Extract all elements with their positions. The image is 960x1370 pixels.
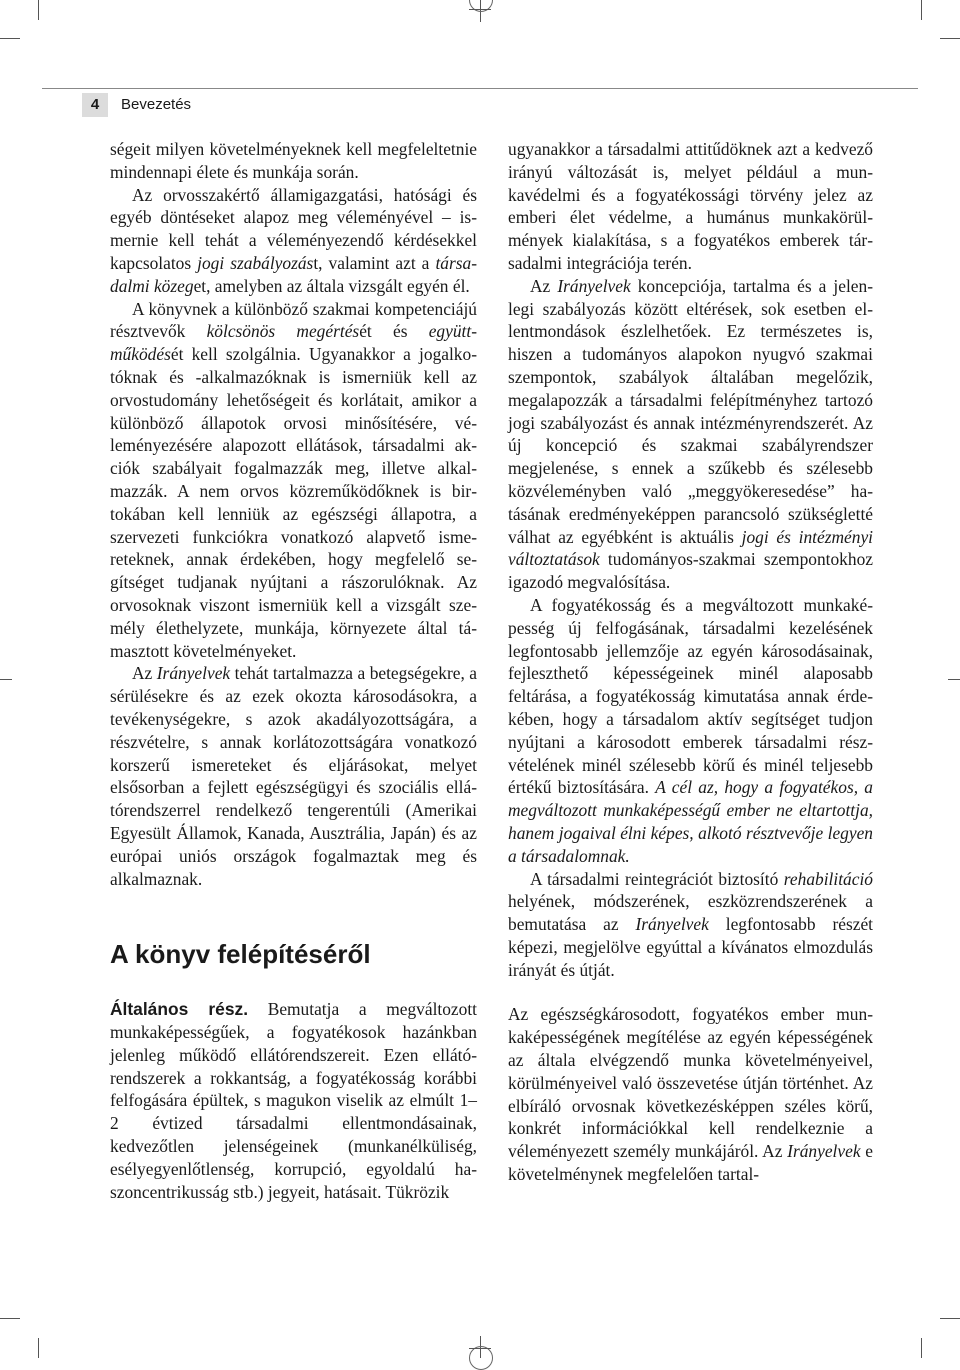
registration-mark [469, 9, 491, 10]
crop-mark [38, 0, 39, 20]
crop-mark [921, 0, 922, 20]
paragraph: Az orvosszakértő államigazgatási, hatósági és egyéb döntéseket alapoz meg véleményével – ismernie kell tehát a véleményezendő kérdésekkel kapcsolatos jogi szabályozást, valamint azt a társadalmi közeget, amelyben az általa vizsgált egyén él. [110, 184, 477, 296]
emphasis: Irányelvek [557, 275, 631, 296]
emphasis: jogi szabályozás [197, 252, 314, 273]
right-column [508, 138, 873, 1186]
left-column [110, 138, 477, 1203]
registration-mark [469, 0, 493, 12]
run-in-heading: Általános rész. [110, 999, 249, 1020]
emphasis: Irányelvek [787, 1141, 861, 1162]
emphasis: Irányelvek [635, 914, 709, 935]
header-rule [42, 88, 918, 89]
registration-mark [948, 679, 960, 680]
paragraph: Az Irányelvek tehát tartalmazza a betegségekre, a sérülésekre és az ezek okozta károsodásokra, a tevékenységekre, s azok akadályozottságára, a részvételre, s annak korlátozottságára vonatkozó korszerű ismereteket és eljárásokat, melyet elsősorban a fejlett egészségügyi és szociális ellátórendszerrel rendelkező tengerentúli (Amerikai Egyesült Államok, Kanada, Ausztrália, Japán) és az európai uniós országok fogalmaztak meg és alkalmaznak. [110, 663, 477, 889]
registration-mark [0, 679, 12, 680]
emphasis: rehabilitáció [783, 868, 873, 889]
emphasis: Irányelvek [156, 663, 231, 684]
registration-mark [469, 1346, 493, 1370]
crop-mark [0, 38, 20, 39]
emphasis: A cél az, hogy a fogyatékos, a megváltozott munkaképességű ember ne eltartottja, hanem jogaival élni képes, alkotó résztvevője legyen a társadalomnak. [508, 777, 873, 866]
running-title: Bevezetés [121, 96, 192, 113]
paragraph: Az egészségkárosodott, fogyatékos ember munkaképességének megítélése az egyén képességének az általa elvégzendő munka követelményeivel, körülményeivel való összevetése útján történhet. Az elbíráló orvosnak következésképpen széles körű, konkrét információkkal kell rendelkeznie a véleményezett személy munkájáról. Az Irányelvek e követelménynek megfelelően tartal- [508, 1004, 873, 1185]
crop-mark [0, 1318, 20, 1319]
paragraph: A társadalmi reintegrációt biztosító rehabilitáció helyének, módszerének, eszközrendszerének a bemutatása az Irányelvek legfontosabb részét képezi, megjelölve egyúttal a kívánatos elmozdulás irányát és útját. [508, 868, 874, 980]
paragraph: A fogyatékosság és a megváltozott munkaképesség új felfogásának, társadalmi kezelésének legfontosabb jellemzője az egyén károsodásainak, fejleszthető képességeinek minél alaposabb feltárása, a fogyatékosság kimutatása annak érdekében, hogy a társadalom aktív segítséget tudjon nyújtani a károsodott emberek társadalmi részvételének minél szélesebb körű és minél teljesebb értékű biztosítására. A cél az, hogy a fogyatékos, a megváltozott munkaképességű ember ne eltartottja, hanem jogaival élni képes, alkotó résztvevője legyen a társadalomnak. [508, 594, 873, 866]
section-heading: A könyv felépítéséről [110, 939, 371, 970]
paragraph: Az Irányelvek koncepciója, tartalma és a jelenlegi szabályozás között eltérések, sok esetben ellentmondások észlelhetőek. Ez természetes is, hiszen a tudományos alapokon nyugvó szakmai szempontok, szabályok általában megelőzik, megalapozzák a társadalmi felépítményhez tartozó jogi szabályozást és annak intézményrendszerét. Az új koncepció és szakmai szabályrendszer megjelenése, s ennek a szűkebb és szélesebb közvéleményben való „meggyökeresedése” hatásának eredményeképpen parancsoló szükségletté válhat az egyébként is aktuális jogi és intézményi változtatások tudományos-szakmai szempontokhoz igazodó megvalósítása. [508, 275, 873, 593]
emphasis: társadalmi közeg [110, 252, 477, 296]
crop-mark [940, 38, 960, 39]
emphasis: jogi és intézményi változtatások [508, 526, 873, 570]
emphasis: kölcsönös megértés [206, 321, 360, 342]
emphasis: együttműködés [110, 321, 477, 365]
paragraph: Általános rész. Bemutatja a megváltozott munkaképességűek, a fogyatékosok hazánkban jelenleg működő ellátórendszereit. Ezen ellátórendszerek a rokkantság, a fogyatékosság korábbi felfogására épültek, s magukon viselik az elmúlt 1–2 évtized társadalmi ellentmondásainak, kedvezőtlen jelenségeinek (munkanélküliség, esélyegyenlőtlenség, korrupció, egyoldalú haszoncentrikusság stb.) jegyeit, hatásait. Tükrözik [110, 999, 478, 1202]
crop-mark [921, 1338, 922, 1358]
crop-mark [38, 1338, 39, 1358]
paragraph: A könyvnek a különböző szakmai kompetenciájú résztvevők kölcsönös megértését és együttműködését kell szolgálnia. Ugyanakkor a jogalkotóknak és -alkalmazóknak is ismerniük kell az orvostudomány lehetőségeit és korlátait, amikor a különböző állapotok orvosi minősítésére, véleményezésére alapozott ellátások, társadalmi akciók szabályait fogalmazzák meg, illetve alkalmazzák. A nem orvos közreműködőknek is birtokában kell lenniük az egészségi állapotra, a szervezeti funkciókra vonatkozó alapvető ismereteknek, annak érdekében, hogy megfelelő segítséget tudjanak nyújtani a rászorulóknak. Az orvosoknak viszont ismerniük kell a vizsgált személy élethelyzete, munkája, környezete által támasztott követelményeket. [110, 298, 477, 661]
paragraph: ugyanakkor a társadalmi attitűdöknek azt a kedvező irányú változását is, melyet például a munkavédelmi és a fogyatékossági törvény jelez az emberi élet védelme, a humánus munkakörülmények kialakítása, s a fogyatékos emberek társadalmi integrációja terén. [508, 139, 873, 273]
paragraph: ségeit milyen követelményeknek kell megfeleltetnie mindennapi élete és munkája során. [110, 139, 477, 182]
page-number: 4 [90, 96, 100, 113]
registration-mark [469, 1348, 491, 1349]
crop-mark [940, 1318, 960, 1319]
